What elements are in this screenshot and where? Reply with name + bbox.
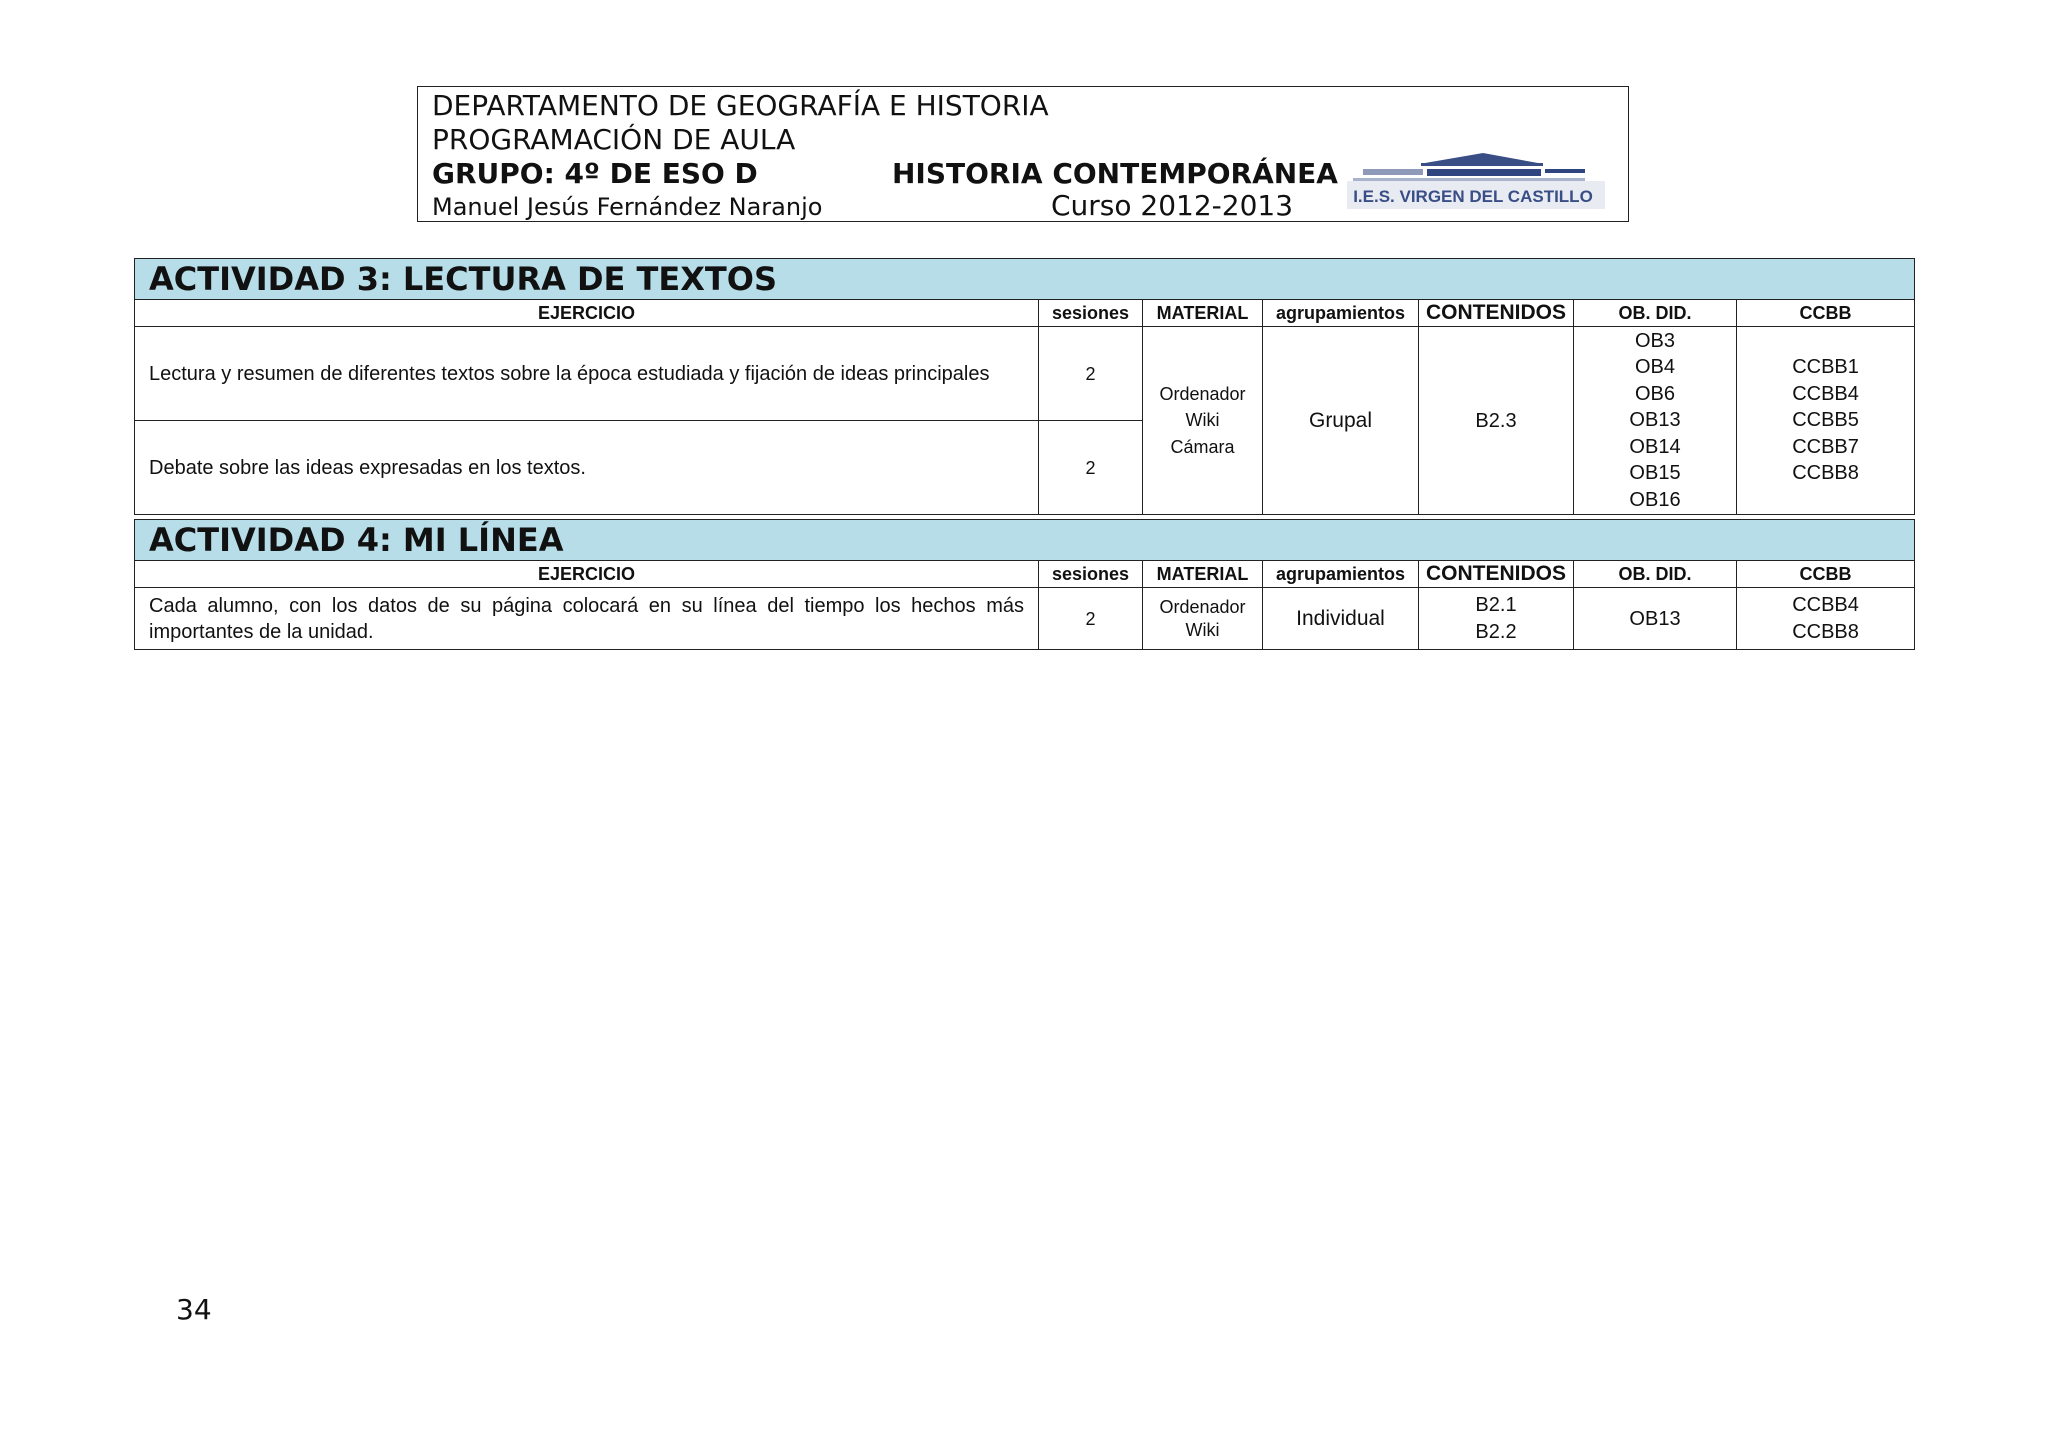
grouping-value: Grupal [1263, 327, 1419, 515]
contents-item: B2.2 [1475, 620, 1517, 643]
col-exercise: EJERCICIO [135, 300, 1039, 327]
col-sessions: sesiones [1039, 561, 1143, 588]
sessions-value: 2 [1039, 588, 1143, 650]
sessions-value: 2 [1039, 327, 1143, 421]
department-name: DEPARTAMENTO DE GEOGRAFÍA E HISTORIA [432, 89, 1049, 122]
objectives-value: OB13 [1574, 588, 1737, 650]
material-item: Ordenador [1159, 383, 1246, 404]
contents-list [1419, 588, 1574, 650]
table-row [135, 588, 1915, 650]
exercise-text: Cada alumno, con los datos de su página colocará en su línea del tiempo los hechos más importantes de la unidad. [135, 588, 1039, 650]
objective-item: OB4 [1634, 356, 1676, 379]
col-exercise: EJERCICIO [135, 561, 1039, 588]
teacher-name: Manuel Jesús Fernández Naranjo [432, 193, 823, 221]
objective-item: OB6 [1634, 382, 1676, 405]
competence-item: CCBB1 [1792, 356, 1859, 379]
school-logo-text: I.E.S. VIRGEN DEL CASTILLO [1353, 187, 1593, 206]
material-item: Wiki [1185, 619, 1220, 640]
table-row [135, 327, 1915, 421]
col-objectives: OB. DID. [1574, 300, 1737, 327]
material-item: Wiki [1185, 410, 1220, 431]
activity-4-title: ACTIVIDAD 4: MI LÍNEA [135, 520, 1915, 561]
col-material: MATERIAL [1143, 300, 1263, 327]
document-header [417, 86, 1629, 222]
competence-item: CCBB8 [1792, 620, 1859, 643]
objective-item: OB14 [1629, 435, 1681, 458]
material-list [1143, 327, 1263, 515]
exercise-text: Lectura y resumen de diferentes textos sobre la época estudiada y fijación de ideas principales [135, 327, 1039, 421]
objectives-list [1574, 327, 1737, 515]
course-label: Curso 2012-2013 [1051, 189, 1294, 222]
objective-item: OB13 [1629, 409, 1681, 432]
exercise-text: Debate sobre las ideas expresadas en los textos. [135, 421, 1039, 515]
competence-item: CCBB5 [1792, 409, 1859, 432]
competence-item: CCBB7 [1792, 435, 1859, 458]
col-grouping: agrupamientos [1263, 300, 1419, 327]
col-contents: CONTENIDOS [1419, 300, 1574, 327]
objective-item: OB15 [1629, 462, 1681, 485]
col-competences: CCBB [1737, 300, 1915, 327]
material-list [1143, 588, 1263, 650]
page-number: 34 [176, 1293, 212, 1326]
competences-list [1737, 327, 1915, 515]
col-contents: CONTENIDOS [1419, 561, 1574, 588]
competence-item: CCBB4 [1792, 594, 1859, 616]
col-grouping: agrupamientos [1263, 561, 1419, 588]
competence-item: CCBB8 [1792, 462, 1859, 485]
objective-item: OB3 [1634, 329, 1676, 352]
school-logo [1333, 151, 1611, 211]
contents-value: B2.3 [1419, 327, 1574, 515]
contents-item: B2.1 [1475, 594, 1517, 616]
col-material: MATERIAL [1143, 561, 1263, 588]
material-item: Cámara [1170, 436, 1235, 457]
col-objectives: OB. DID. [1574, 561, 1737, 588]
objective-item: OB16 [1629, 488, 1681, 511]
activity-4-table [134, 519, 1915, 650]
sessions-value: 2 [1039, 421, 1143, 515]
material-item: Ordenador [1159, 596, 1246, 617]
subject-label: HISTORIA CONTEMPORÁNEA [892, 157, 1338, 190]
group-label: GRUPO: 4º DE ESO D [432, 157, 758, 190]
grouping-value: Individual [1263, 588, 1419, 650]
competence-item: CCBB4 [1792, 382, 1859, 405]
activity-3-table [134, 258, 1915, 515]
col-competences: CCBB [1737, 561, 1915, 588]
competences-list [1737, 588, 1915, 650]
program-name: PROGRAMACIÓN DE AULA [432, 123, 796, 156]
activity-3-title: ACTIVIDAD 3: LECTURA DE TEXTOS [135, 259, 1915, 300]
col-sessions: sesiones [1039, 300, 1143, 327]
